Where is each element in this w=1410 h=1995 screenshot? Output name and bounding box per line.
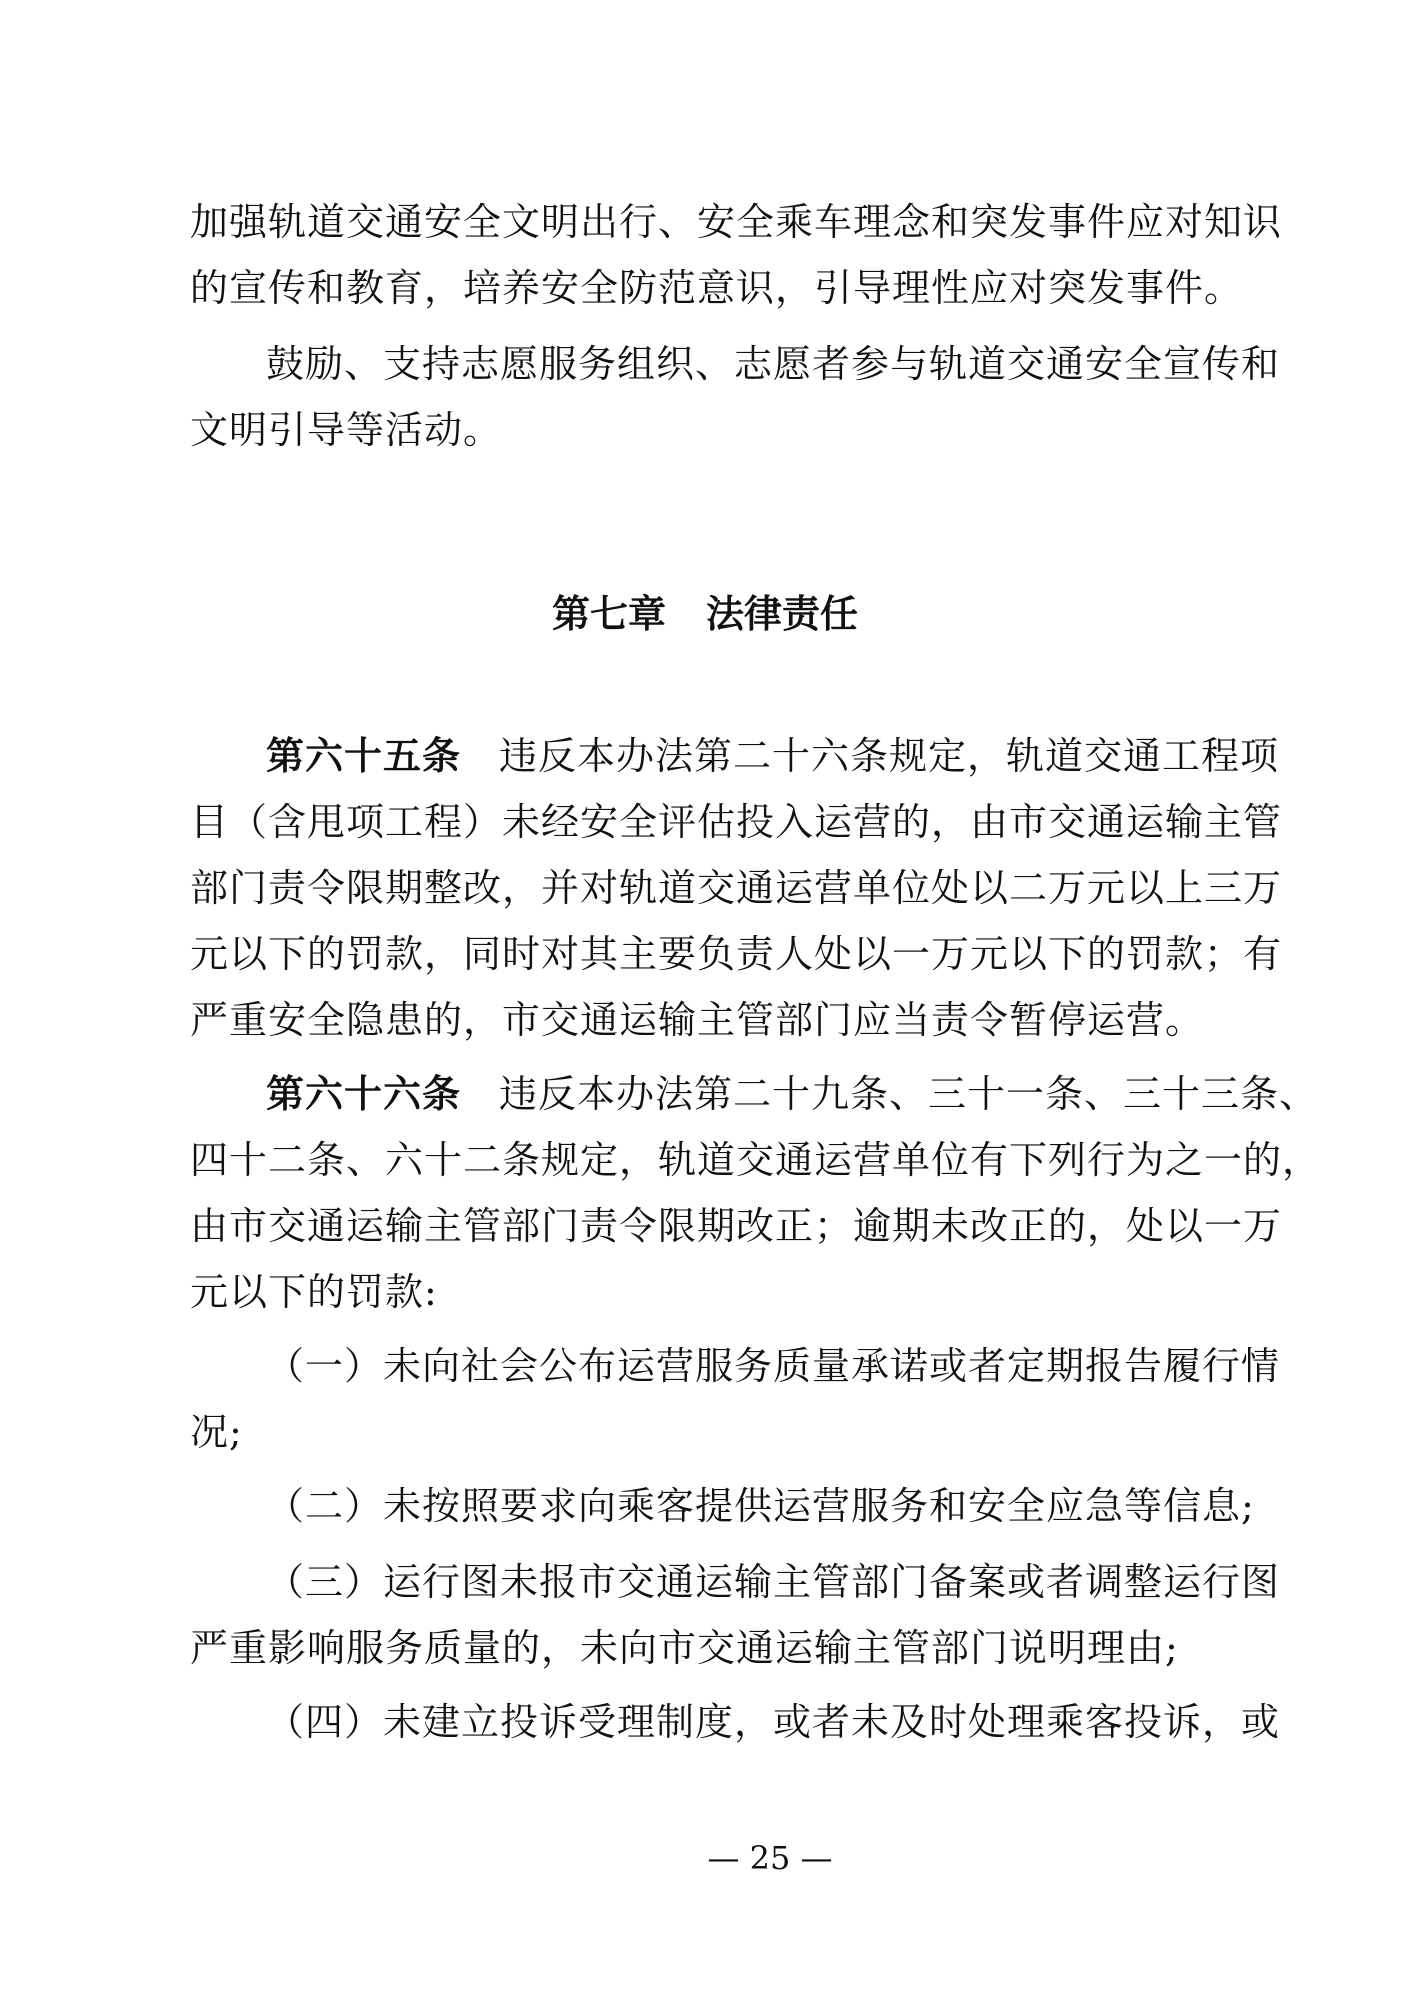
list-item-continuation: 严重影响服务质量的，未向市交通运输主管部门说明理由;	[190, 1626, 1179, 1670]
paragraph-line: 鼓励、支持志愿服务组织、志愿者参与轨道交通安全宣传和	[266, 342, 1281, 386]
article-line: 元以下的罚款:	[190, 1270, 438, 1314]
list-item: （一）未向社会公布运营服务质量承诺或者定期报告履行情	[266, 1344, 1281, 1388]
article-text: 违反本办法第二十九条、三十一条、三十三条、	[499, 1072, 1319, 1116]
chapter-heading	[0, 588, 1410, 640]
article-label: 第六十六条	[266, 1072, 462, 1116]
article-line: 严重安全隐患的，市交通运输主管部门应当责令暂停运营。	[190, 998, 1205, 1042]
article-line: 四十二条、六十二条规定，轨道交通运营单位有下列行为之一的，	[190, 1138, 1322, 1182]
chapter-number: 第七章	[551, 592, 666, 636]
article-label: 第六十五条	[266, 734, 462, 778]
paragraph-line: 加强轨道交通安全文明出行、安全乘车理念和突发事件应对知识	[190, 200, 1283, 244]
article-text: 违反本办法第二十六条规定，轨道交通工程项	[499, 734, 1280, 778]
list-item: （四）未建立投诉受理制度，或者未及时处理乘客投诉，或	[266, 1700, 1281, 1744]
chapter-title: 法律责任	[706, 592, 859, 636]
paragraph-line: 文明引导等活动。	[190, 408, 503, 452]
page-number: — 25 —	[707, 1839, 833, 1877]
article-line: 元以下的罚款，同时对其主要负责人处以一万元以下的罚款；有	[190, 932, 1283, 976]
list-item-continuation: 况;	[190, 1410, 243, 1454]
article-line: 由市交通运输主管部门责令限期改正；逾期未改正的，处以一万	[190, 1204, 1283, 1248]
paragraph-line: 的宣传和教育，培养安全防范意识，引导理性应对突发事件。	[190, 266, 1244, 310]
article-line: 部门责令限期整改，并对轨道交通运营单位处以二万元以上三万	[190, 866, 1283, 910]
list-item: （二）未按照要求向乘客提供运营服务和安全应急等信息;	[266, 1484, 1255, 1528]
list-item: （三）运行图未报市交通运输主管部门备案或者调整运行图	[266, 1560, 1281, 1604]
article-line: 目（含甩项工程）未经安全评估投入运营的，由市交通运输主管	[190, 800, 1283, 844]
article-line	[266, 730, 1280, 782]
article-line	[266, 1068, 1319, 1120]
